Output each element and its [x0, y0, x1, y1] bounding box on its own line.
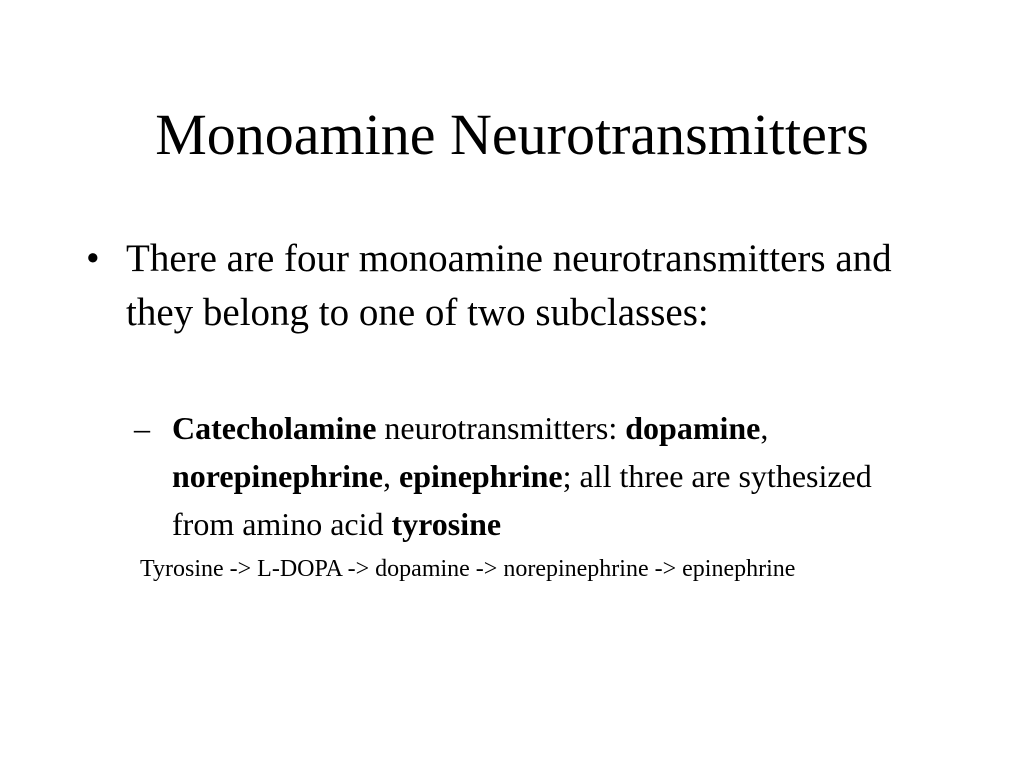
bullet-marker: •: [86, 237, 100, 280]
term-catecholamine: Catecholamine: [172, 410, 377, 446]
text-fragment: neurotransmitters:: [376, 410, 626, 446]
sub-bullet-item: [134, 404, 934, 548]
text-fragment: ; all three are sythesized from amino acid: [172, 458, 872, 542]
sub-bullet-marker: –: [134, 410, 150, 446]
term-norepinephrine: norepinephrine: [172, 458, 383, 494]
term-tyrosine: tyrosine: [391, 506, 502, 542]
separator: ,: [383, 458, 399, 494]
separator: ,: [760, 410, 769, 446]
bullet-text: There are four monoamine neurotransmitters and they belong to one of two subclasses:: [126, 237, 892, 334]
term-dopamine: dopamine: [625, 410, 761, 446]
slide-title: Monoamine Neurotransmitters: [155, 102, 869, 167]
sub-bullet-text: [172, 404, 934, 548]
synthesis-pathway: Tyrosine -> L-DOPA -> dopamine -> norepinephrine -> epinephrine: [140, 556, 796, 582]
term-epinephrine: epinephrine: [399, 458, 563, 494]
bullet-item: [86, 232, 916, 340]
